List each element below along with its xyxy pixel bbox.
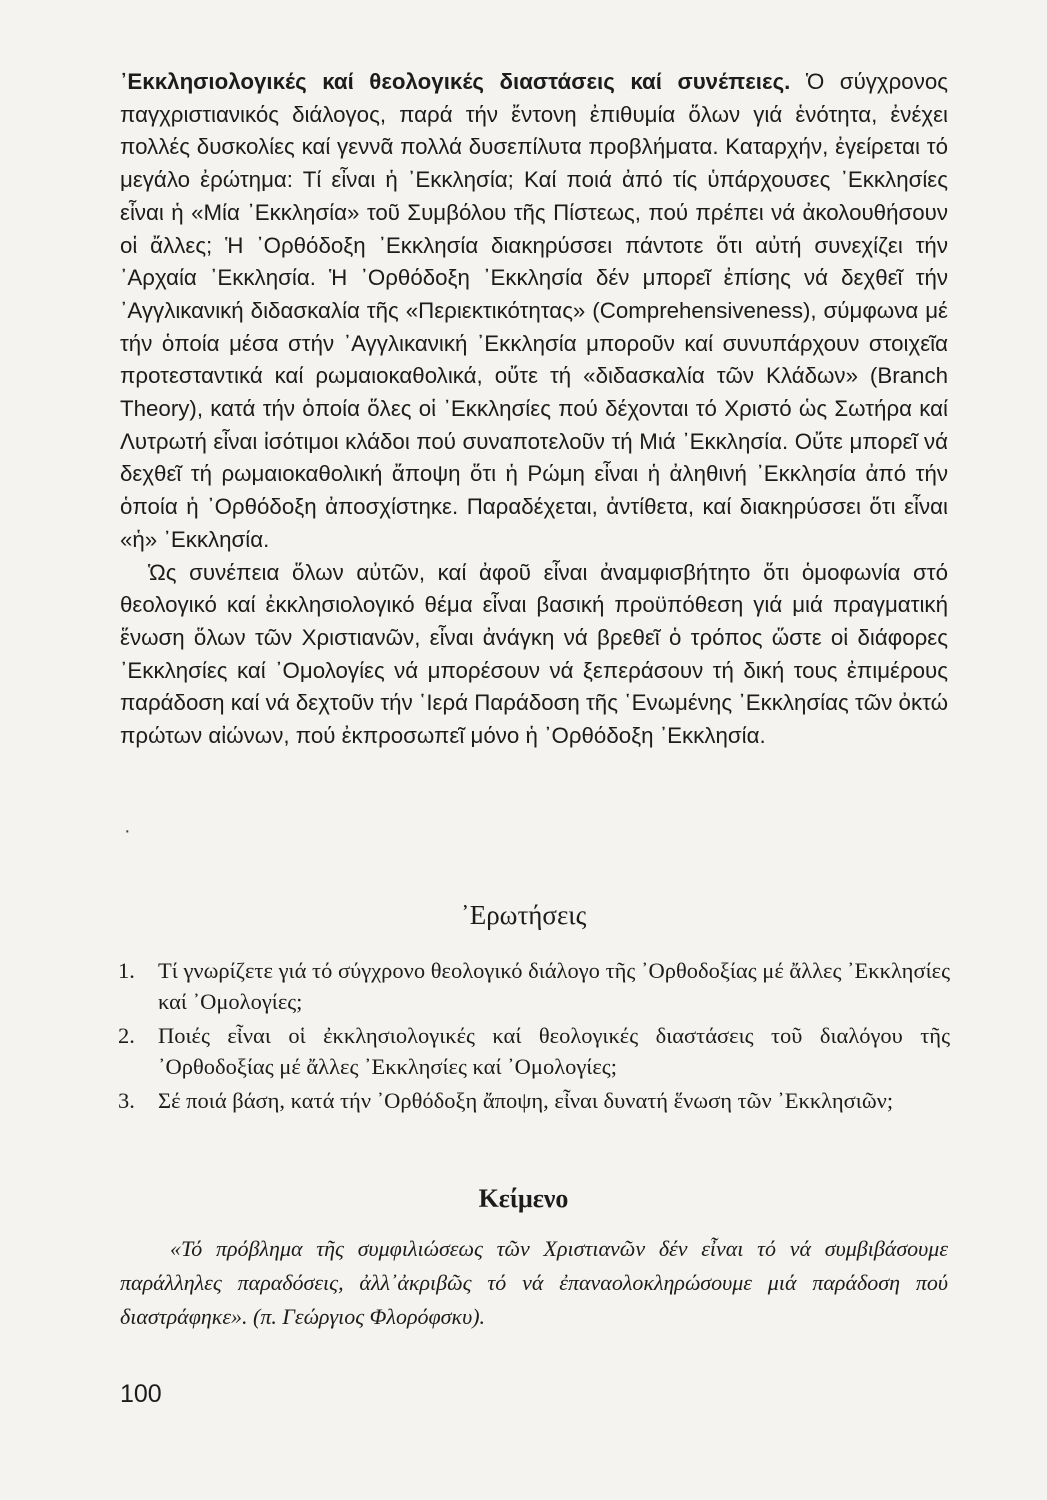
section-heading: ᾿Εκκλησιολογικές καί θεολογικές διαστάσεις καί συνέπειες.	[120, 69, 791, 94]
question-item	[118, 1086, 950, 1117]
questions-list	[118, 956, 950, 1121]
question-text: Ποιές εἶναι οἱ ἐκκλησιολογικές καί θεολογικές διαστάσεις τοῦ διαλόγου τῆς ᾿Ορθοδοξίας μέ ἄλλες ᾿Εκκλησίες καί ᾿Ομολογίες;	[158, 1023, 950, 1079]
paragraph-1	[120, 66, 948, 557]
question-number: 1.	[118, 958, 135, 983]
text-excerpt-quote: «Τό πρόβλημα τῆς συμφιλιώσεως τῶν Χριστιανῶν δέν εἶναι τό νά συμβιβάσουμε παράλληλες παραδόσεις, ἀλλ᾿ἀκριβῶς τό νά ἐπαναολοκληρώσουμε μιά παράδοση πού διαστράφηκε». (π. Γεώργιος Φλορόφσκυ).	[120, 1236, 948, 1329]
question-number: 2.	[118, 1023, 135, 1048]
question-item	[118, 1021, 950, 1082]
question-item	[118, 956, 950, 1017]
text-excerpt-title: Κείμενο	[478, 1184, 569, 1213]
section-body	[120, 66, 948, 753]
margin-dot: ·	[124, 820, 131, 842]
paragraph-1-text: Ὁ σύγχρονος παγχριστιανικός διάλογος, παρά τήν ἔντονη ἐπιθυμία ὅλων γιά ἑνότητα, ἐνέχει πολλές δυσκολίες καί γεννᾶ πολλά δυσεπίλυτα προβλήματα. Καταρχήν, ἐγείρεται τό μεγάλο ἐρώτημα: Τί εἶναι ἡ ᾿Εκκλησία; Καί ποιά ἀπό τίς ὑπάρχουσες ᾿Εκκλησίες εἶναι ἡ «Μία ᾿Εκκλησία» τοῦ Συμβόλου τῆς Πίστεως, πού πρέπει νά ἀκολουθήσουν οἱ ἄλλες; Ἡ ᾿Ορθόδοξη ᾿Εκκλησία διακηρύσσει πάντοτε ὅτι αὐτή συνεχίζει τήν ᾿Αρχαία ᾿Εκκλησία. Ἡ ᾿Ορθόδοξη ᾿Εκκλησία δέν μπορεῖ ἐπίσης νά δεχθεῖ τήν ᾿Αγγλικανική διδασκαλία τῆς «Περιεκτικότητας» (Comprehensiveness), σύμφωνα μέ τήν ὁποία μέσα στήν ᾿Αγγλικανική ᾿Εκκλησία μποροῦν καί συνυπάρχουν στοιχεῖα προτεσταντικά καί ρωμαιοκαθολικά, οὔτε τή «διδασκαλία τῶν Κλάδων» (Branch Theory), κατά τήν ὁποία ὅλες οἱ ᾿Εκκλησίες πού δέχονται τό Χριστό ὡς Σωτήρα καί Λυτρωτή εἶναι ἰσότιμοι κλάδοι πού συναποτελοῦν τή Μιά ᾿Εκκλησία. Οὔτε μπορεῖ νά δεχθεῖ τή ρωμαιοκαθολική ἄποψη ὅτι ἡ Ρώμη εἶναι ἡ ἀληθινή ᾿Εκκλησία ἀπό τήν ὁποία ἡ ᾿Ορθόδοξη ἀποσχίστηκε. Παραδέχεται, ἀντίθετα, καί διακηρύσσει ὅτι εἶναι «ἡ» ᾿Εκκλησία.	[120, 69, 948, 552]
question-text: Σέ ποιά βάση, κατά τήν ᾿Ορθόδοξη ἄποψη, εἶναι δυνατή ἕνωση τῶν ᾿Εκκλησιῶν;	[158, 1088, 894, 1113]
page-number: 100	[120, 1380, 162, 1408]
paragraph-2: Ὡς συνέπεια ὅλων αὐτῶν, καί ἀφοῦ εἶναι ἀναμφισβήτητο ὅτι ὁμοφωνία στό θεολογικό καί ἐκκλησιολογικό θέμα εἶναι βασική προϋπόθεση γιά μιά πραγματική ἕνωση ὅλων τῶν Χριστιανῶν, εἶναι ἀνάγκη νά βρεθεῖ ὁ τρόπος ὥστε οἱ διάφορες ᾿Εκκλησίες καί ᾿Ομολογίες νά μπορέσουν νά ξεπεράσουν τή δική τους ἐπιμέρους παράδοση καί νά δεχτοῦν τήν ῾Ιερά Παράδοση τῆς ῾Ενωμένης ᾿Εκκλησίας τῶν ὀκτώ πρώτων αἰώνων, πού ἐκπροσωπεῖ μόνο ἡ ᾿Ορθόδοξη ᾿Εκκλησία.	[120, 559, 948, 749]
question-text: Τί γνωρίζετε γιά τό σύγχρονο θεολογικό διάλογο τῆς ᾿Ορθοδοξίας μέ ἄλλες ᾿Εκκλησίες καί ᾿Ομολογίες;	[158, 958, 950, 1014]
questions-title: ᾿Ερωτήσεις	[460, 900, 587, 930]
question-number: 3.	[118, 1088, 135, 1113]
